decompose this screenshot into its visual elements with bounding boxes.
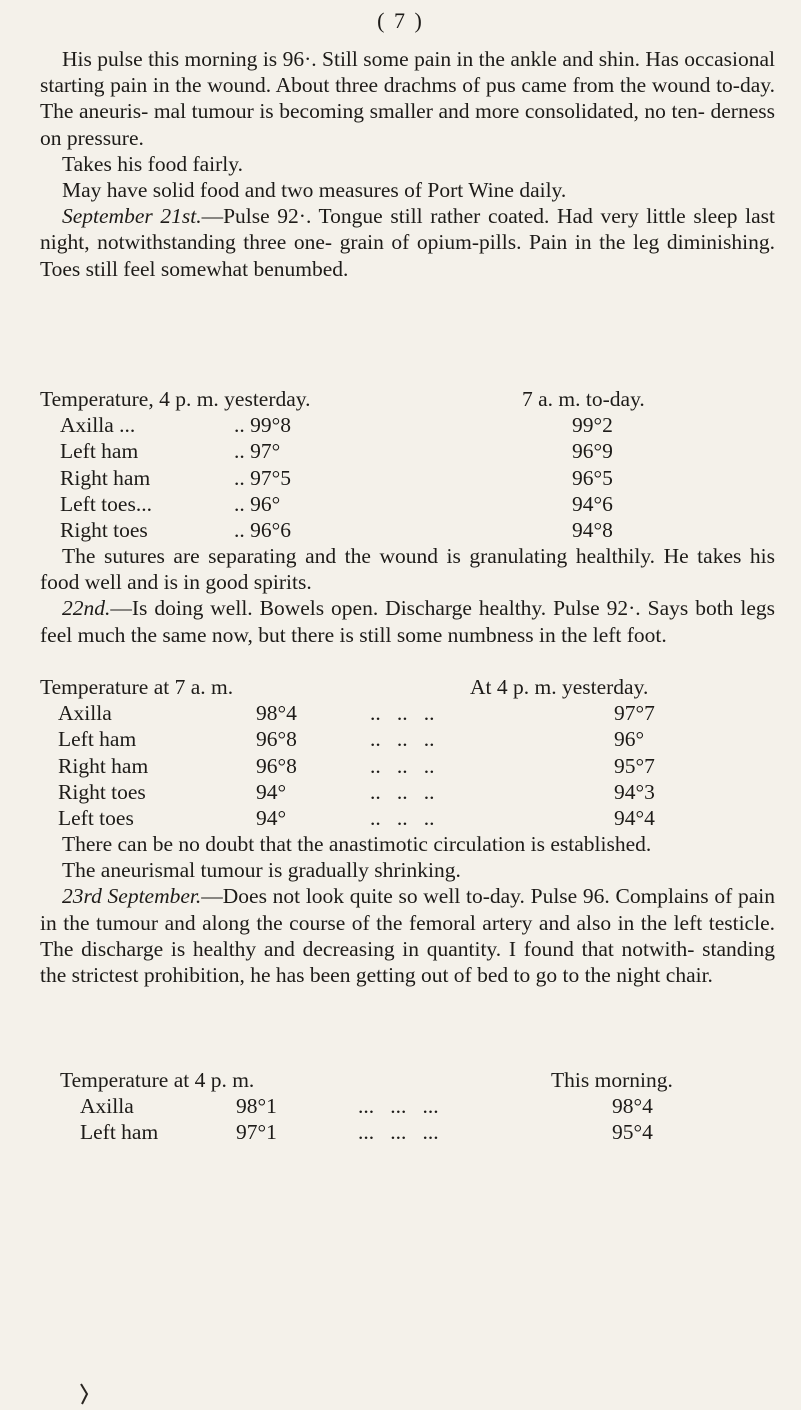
row-label: Left toes...: [60, 491, 152, 516]
row-yesterday: .. 96°: [234, 491, 281, 516]
table-row: [40, 805, 775, 831]
sept-21-text: —Pulse 92·. Tongue still rather coated. Had very little sleep last night, notwithstanding three one- grain of opium-pills. Pain in the leg diminishing. Toes still feel somewhat benumbed.: [40, 204, 775, 281]
row-yesterday: .. 97°: [234, 439, 281, 464]
row-yesterday: .. 97°5: [234, 465, 291, 490]
page-number: ( 7 ): [377, 8, 424, 33]
date-sept-22: 22nd.: [62, 596, 111, 621]
notes-block-2: [40, 543, 775, 648]
paragraph-pulse-morning: His pulse this morning is 96·. Still some pain in the ankle and shin. Has occasional starting pain in the wound. About three drachms of pus came from the wound to-day. The aneuris- mal tumour is becoming smaller and more consolidated, no ten- derness on pressure.: [40, 47, 775, 150]
table-header: [40, 386, 775, 412]
paragraph-sutures: The sutures are separating and the wound is granulating healthily. He takes his food well and is in good spirits.: [40, 544, 775, 595]
row-leader: .. .. ..: [370, 805, 435, 830]
sept-23-text: —Does not look quite so well to-day. Pulse 96. Complains of pain in the tumour and along the course of the femoral artery and also in the left testicle. The discharge is healthy and decreasing in quantity. I found that notwith- standing the strictest prohibition, he has been getting out of bed to go to the night chair.: [40, 884, 775, 988]
row-label: Right toes: [60, 517, 148, 542]
row-leader: .. .. ..: [370, 727, 435, 752]
row-today: 99°2: [572, 413, 613, 438]
table-1-head-left: Temperature, 4 p. m. yesterday.: [40, 387, 311, 411]
table-row: [40, 726, 775, 752]
table-2-head-right: At 4 p. m. yesterday.: [470, 675, 649, 699]
row-today: 94°8: [572, 517, 613, 542]
table-3-head-right: This morning.: [551, 1068, 673, 1092]
paragraph-diet-order: May have solid food and two measures of Port Wine daily.: [62, 178, 567, 203]
row-yesterday: 97°7: [614, 701, 655, 726]
row-yesterday: 94°3: [614, 779, 655, 804]
row-morning: 96°8: [256, 727, 297, 752]
row-label: Right ham: [60, 465, 151, 490]
table-row: [40, 465, 775, 491]
row-label: Left ham: [60, 439, 139, 464]
row-yesterday: .. 96°6: [234, 517, 291, 542]
row-yesterday: 96°: [614, 727, 645, 752]
paragraph-tumour-shrinking: The aneurismal tumour is gradually shrinking.: [62, 858, 461, 883]
temperature-table-2: [40, 674, 775, 831]
row-label: Axilla: [58, 701, 112, 726]
table-row: [40, 491, 775, 517]
table-row: [40, 753, 775, 779]
paragraph-sept-22: [40, 595, 775, 647]
row-morning: 94°: [256, 779, 287, 804]
row-leader: .. .. ..: [370, 779, 435, 804]
table-header: [40, 674, 775, 700]
table-1-head-right: 7 a. m. to-day.: [522, 387, 645, 411]
row-yesterday: 97°1: [236, 1120, 277, 1145]
temperature-table-1: [40, 386, 775, 543]
table-header: [40, 1067, 775, 1093]
row-today: 94°6: [572, 491, 613, 516]
row-label: Left ham: [58, 727, 137, 752]
row-label: Right toes: [58, 779, 146, 804]
row-today: 96°9: [572, 439, 613, 464]
row-morning: 94°: [256, 805, 287, 830]
row-leader: ... ... ...: [358, 1094, 439, 1119]
row-today: 96°5: [572, 465, 613, 490]
temperature-table-3: [40, 1067, 775, 1146]
notes-block-1: [40, 46, 775, 282]
row-yesterday: 95°7: [614, 753, 655, 778]
row-label: Right ham: [58, 753, 149, 778]
notes-block-3: [40, 831, 775, 988]
row-label: Axilla: [80, 1094, 134, 1119]
row-morning: 98°4: [256, 701, 297, 726]
row-leader: .. .. ..: [370, 701, 435, 726]
paragraph-circulation: There can be no doubt that the anastimotic circulation is established.: [62, 832, 652, 856]
table-row: [40, 438, 775, 464]
row-morning: 95°4: [612, 1120, 653, 1145]
row-label: Left toes: [58, 805, 134, 830]
paragraph-food: Takes his food fairly.: [62, 151, 243, 176]
row-morning: 96°8: [256, 753, 297, 778]
table-row: [40, 700, 775, 726]
table-row: [40, 517, 775, 543]
ink-mark-icon: [79, 1383, 89, 1405]
table-row: [40, 779, 775, 805]
row-leader: .. .. ..: [370, 753, 435, 778]
table-row: [40, 1093, 775, 1119]
row-yesterday: 98°1: [236, 1094, 277, 1119]
table-3-head-left: Temperature at 4 p. m.: [60, 1068, 255, 1092]
row-label: Axilla ...: [60, 413, 136, 438]
paragraph-sept-23: [40, 883, 775, 988]
table-row: [40, 1119, 775, 1145]
row-label: Left ham: [80, 1120, 159, 1145]
sept-22-text: —Is doing well. Bowels open. Discharge healthy. Pulse 92·. Says both legs feel much the same now, but there is still some numbness in the left foot.: [40, 596, 775, 647]
row-yesterday: .. 99°8: [234, 413, 291, 438]
date-sept-23: 23rd September.: [62, 884, 202, 909]
row-leader: ... ... ...: [358, 1120, 439, 1145]
date-sept-21: September 21st.: [62, 204, 202, 229]
row-yesterday: 94°4: [614, 805, 655, 830]
paragraph-sept-21: [40, 203, 775, 282]
table-2-head-left: Temperature at 7 a. m.: [40, 675, 234, 699]
row-morning: 98°4: [612, 1094, 653, 1119]
table-row: [40, 412, 775, 438]
